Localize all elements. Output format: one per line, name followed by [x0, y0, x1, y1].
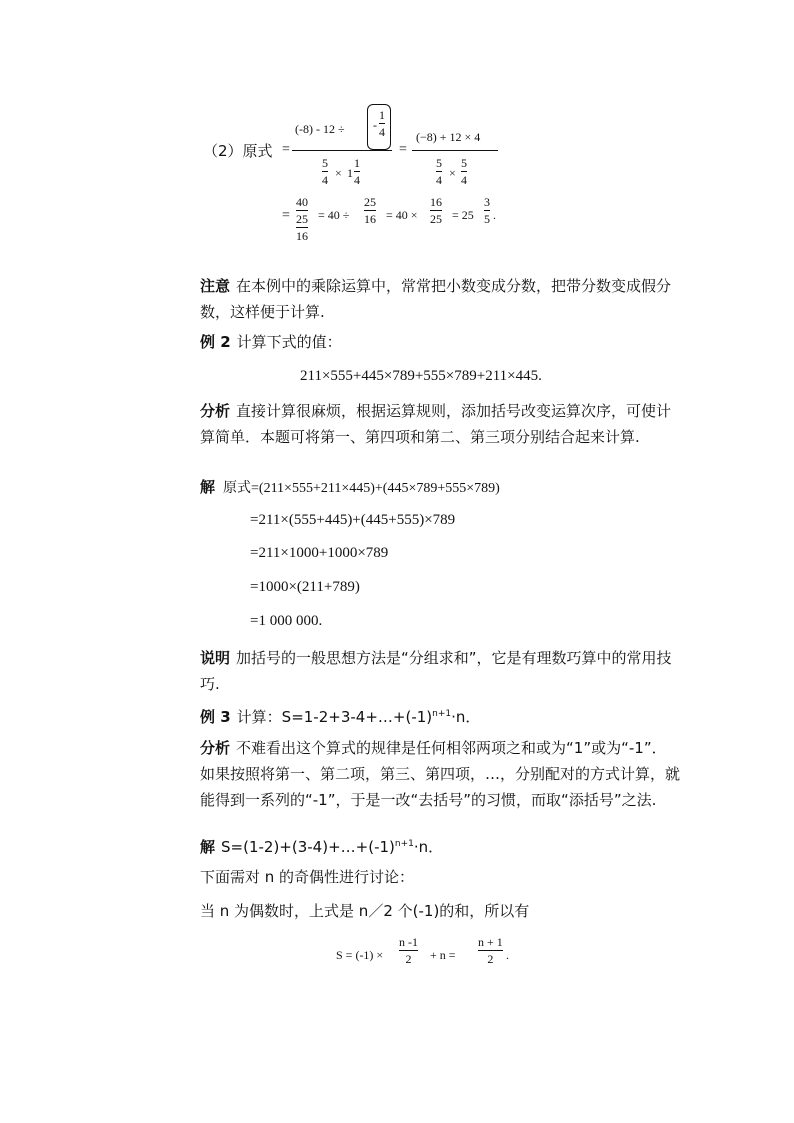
step-2: =211×1000+1000×789 [250, 545, 389, 561]
times-sign: × [335, 166, 342, 180]
ex2-solution [200, 474, 500, 502]
equals-sign-2: = [399, 142, 407, 157]
lhs-numerator: (-8) - 12 ÷ [295, 122, 345, 136]
paren-num: 1 [379, 108, 385, 122]
ex3-analysis [200, 735, 680, 813]
num: 5 [436, 156, 442, 170]
paren-fraction [379, 108, 385, 139]
fraction-rhs [412, 130, 498, 192]
paren-den: 4 [379, 125, 385, 139]
ex3-solution [200, 831, 680, 860]
ex3-even: 当 n 为偶数时，上式是 n／2 个(-1)的和，所以有 [200, 902, 530, 920]
step-4: =1 000 000. [250, 613, 323, 629]
step-0: 原式=(211×555+211×445)+(445×789+555×789) [223, 481, 500, 496]
ex3-sup: n+1 [432, 709, 452, 719]
num: 1 [354, 156, 360, 170]
den: 2 [487, 952, 494, 966]
num: 16 [430, 195, 442, 209]
num: n + 1 [478, 935, 503, 949]
ex3-heading [200, 701, 680, 730]
step-3: =1000×(211+789) [250, 579, 360, 595]
complex-fraction [296, 195, 308, 243]
frac-25-16 [364, 195, 376, 226]
final-a: S = (-1) × [336, 948, 384, 962]
sol-a: S=(1-2)+(3-4)+…+(-1) [221, 838, 395, 856]
period: . [493, 208, 496, 222]
main-bar [292, 150, 392, 151]
analysis-text: 直接计算很麻烦，根据运算规则，添加括号改变运算次序，可使计算简单．本题可将第一、第四项和第二、第三项分别结合起来计算. [200, 402, 672, 446]
frac-16-25 [430, 195, 442, 226]
mixed-frac [354, 156, 360, 187]
den: 25 [430, 212, 442, 226]
line2-b: = 40 × [386, 208, 418, 222]
den-frac-a [322, 156, 328, 187]
sol-sup: n+1 [394, 839, 414, 849]
num: n -1 [399, 935, 418, 949]
frac-3-5 [484, 195, 490, 226]
den: 4 [354, 173, 360, 187]
den-frac-b [461, 156, 467, 187]
num: 3 [484, 195, 490, 209]
mid: 25 [296, 212, 308, 226]
note-lead: 注意 [200, 277, 231, 295]
ex3-text-a: 计算：S=1-2+3-4+…+(-1) [236, 708, 433, 726]
ex2-explain [200, 645, 680, 697]
den: 16 [364, 212, 376, 226]
num: 5 [322, 156, 328, 170]
final-b: + n = [430, 948, 456, 962]
den: 4 [322, 173, 328, 187]
final-frac-1 [399, 935, 418, 966]
den: 4 [461, 173, 467, 187]
step-1: =211×(555+445)+(445+555)×789 [250, 512, 456, 528]
ex2-lead: 例 2 [200, 333, 231, 351]
main-bar [412, 150, 498, 151]
bot: 16 [296, 229, 308, 243]
line2-a: = 40 ÷ [318, 208, 350, 222]
num: 25 [364, 195, 376, 209]
sol-lead: 解 [200, 478, 216, 496]
top: 40 [296, 195, 308, 209]
explain-text: 加括号的一般思想方法是“分组求和”，它是有理数巧算中的常用技巧. [200, 649, 672, 693]
analysis-lead: 分析 [200, 402, 231, 420]
sol-lead: 解 [200, 838, 216, 856]
equals-sign-3: = [282, 208, 290, 223]
explain-lead: 说明 [200, 649, 231, 667]
ex2-text: 计算下式的值： [236, 333, 342, 351]
den: 4 [436, 173, 442, 187]
den: 5 [484, 212, 490, 226]
analysis-lead: 分析 [200, 739, 231, 757]
analysis-text: 不难看出这个算式的规律是任何相邻两项之和或为“1”或为“-1”．如果按照将第一、第二项，第三、第四项，…，分别配对的方式计算，就能得到一系列的“-1”，于是一改“去括号”的习惯，而取“添括号”之法. [200, 739, 681, 809]
ex3-lead: 例 3 [200, 708, 231, 726]
ex3-discuss: 下面需对 n 的奇偶性进行讨论： [200, 868, 415, 886]
neg-sign: - [373, 118, 377, 132]
fraction-lhs [292, 104, 392, 192]
equals-sign: = [282, 142, 290, 157]
note-paragraph [200, 273, 680, 325]
note-text: 在本例中的乘除运算中，常常把小数变成分数，把带分数变成假分数，这样便于计算. [200, 277, 672, 321]
ex2-analysis [200, 398, 680, 450]
ex3-text-b: ·n． [451, 708, 481, 726]
ex2-heading [200, 329, 680, 355]
num: 5 [461, 156, 467, 170]
times-sign: × [449, 166, 456, 180]
ex2-formula: 211×555+445×789+555×789+211×445. [300, 368, 542, 384]
sol-b: ·n． [413, 838, 444, 856]
rhs-numerator: (−8) + 12 × 4 [416, 130, 481, 144]
final-end: . [506, 948, 509, 962]
mixed-whole: 1 [347, 166, 353, 180]
line2-c: = 25 [452, 208, 474, 222]
part2-label: （2）原式 [203, 142, 273, 160]
den-frac-a [436, 156, 442, 187]
den: 2 [405, 952, 412, 966]
final-frac-2 [478, 935, 503, 966]
